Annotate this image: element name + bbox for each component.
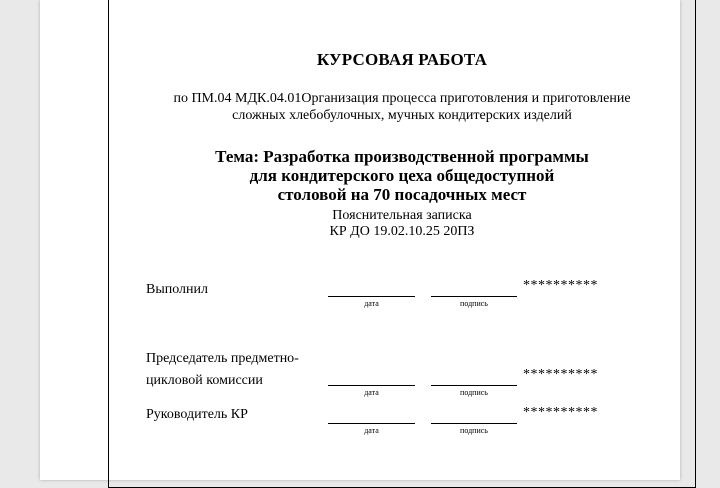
document-title: КУРСОВАЯ РАБОТА (316, 50, 488, 69)
document-code: КР ДО 19.02.10.25 20ПЗ (329, 224, 475, 239)
chairman-label-line-1: Председатель предметно- (146, 351, 299, 366)
subject-text (108, 90, 696, 124)
chairman-date-line (328, 385, 415, 386)
supervisor-date-caption: дата (364, 426, 379, 435)
supervisor-label: Руководитель КР (146, 407, 248, 422)
completed-by-sign-caption: подпись (460, 299, 488, 308)
theme-line-2: для кондитерского цеха общедоступной (249, 166, 555, 185)
chairman-date-caption: дата (364, 388, 379, 397)
theme-line-3: столовой на 70 посадочных мест (277, 185, 527, 204)
supervisor-sign-line (431, 423, 517, 424)
supervisor-date-line (328, 423, 415, 424)
theme-line-1: Тема: Разработка производственной программы (215, 147, 589, 166)
chairman-name: ********** (523, 367, 598, 382)
chairman-label (146, 348, 299, 392)
completed-by-sign-line (431, 296, 517, 297)
chairman-sign-caption: подпись (460, 388, 488, 397)
explanatory-note: Пояснительная записка (332, 208, 472, 223)
note-block (108, 208, 696, 240)
subject-line-2: сложных хлебобулочных, мучных кондитерских изделий (232, 108, 572, 123)
supervisor-sign-caption: подпись (460, 426, 488, 435)
chairman-label-line-2: цикловой комиссии (146, 373, 263, 388)
completed-by-date-caption: дата (364, 299, 379, 308)
subject-line-1: по ПМ.04 МДК.04.01Организация процесса приготовления и приготовление (173, 91, 631, 106)
completed-by-date-line (328, 296, 415, 297)
chairman-sign-line (431, 385, 517, 386)
supervisor-name: ********** (523, 405, 598, 420)
theme-heading (108, 147, 696, 204)
completed-by-name: ********** (523, 278, 598, 293)
completed-by-label: Выполнил (146, 282, 209, 297)
